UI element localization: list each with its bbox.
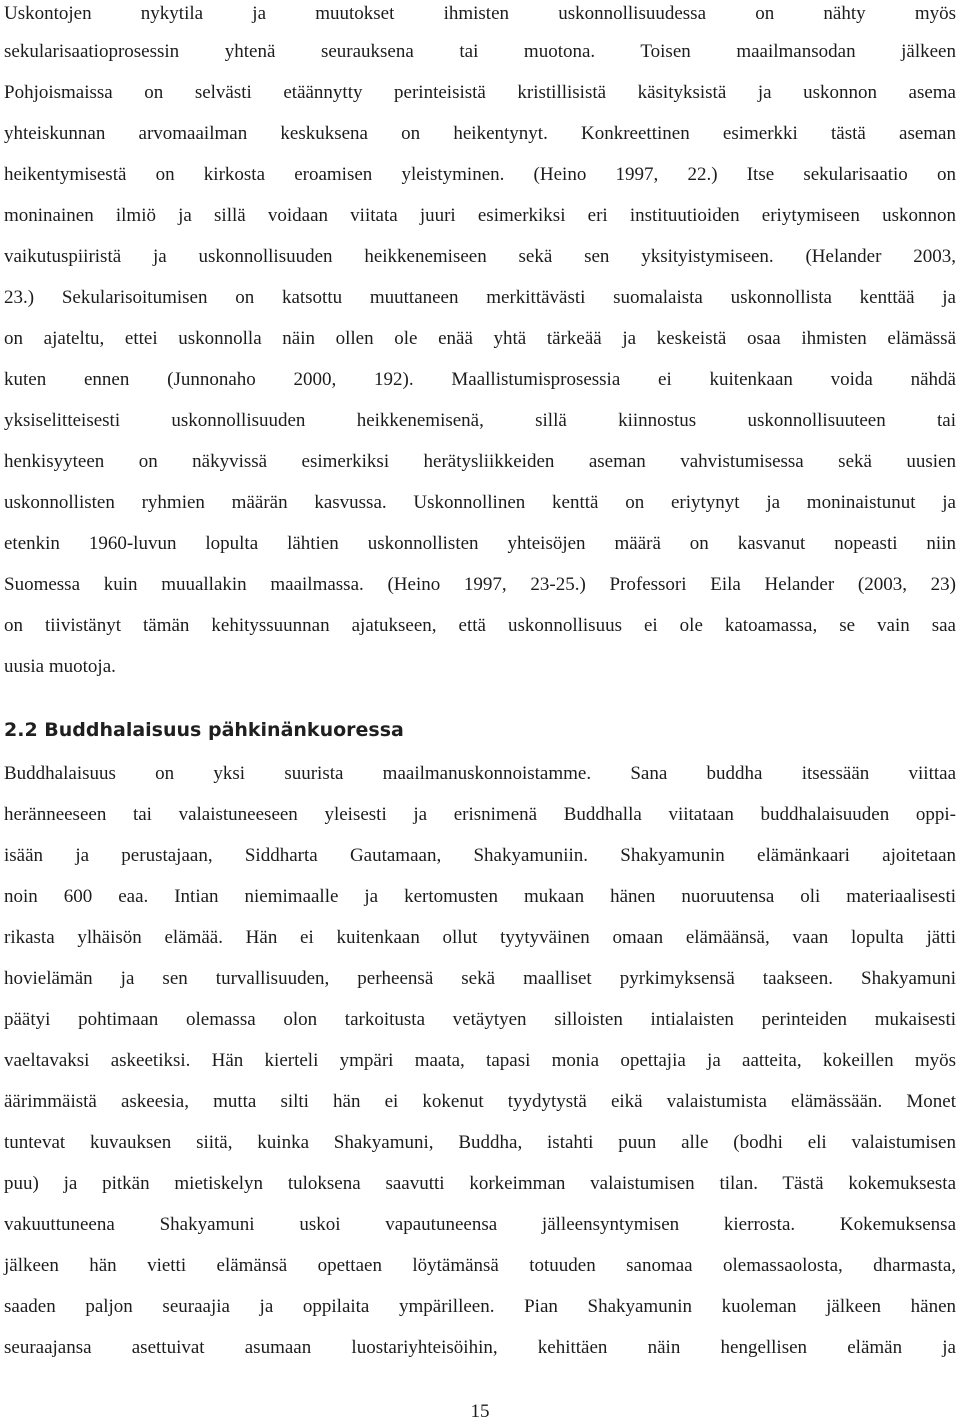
text-line: vakuuttuneena Shakyamuni uskoi vapautuneensa jälleensyntymisen kierrosta. Kokemuksensa <box>4 1214 956 1235</box>
section-heading: 2.2 Buddhalaisuus pähkinänkuoressa <box>4 719 404 741</box>
text-line: yhteiskunnan arvomaailman keskuksena on heikentynyt. Konkreettinen esimerkki tästä aseman <box>4 123 956 144</box>
text-line: sekularisaatioprosessin yhtenä seurauksena tai muotona. Toisen maailmansodan jälkeen <box>4 41 956 62</box>
text-line: etenkin 1960-luvun lopulta lähtien uskonnollisten yhteisöjen määrä on kasvanut nopeasti niin <box>4 533 956 554</box>
text-line: on ajateltu, ettei uskonnolla näin ollen ole enää yhtä tärkeää ja keskeistä osaa ihmisten elämässä <box>4 328 956 349</box>
text-line: vaeltavaksi askeetiksi. Hän kierteli ympäri maata, tapasi monia opettajia ja aatteita, kokeillen myös <box>4 1050 956 1071</box>
text-line: henkisyyteen on näkyvissä esimerkiksi herätysliikkeiden aseman vahvistumisessa sekä uusien <box>4 451 956 472</box>
text-line: moninainen ilmiö ja sillä voidaan viitata juuri esimerkiksi eri instituutioiden eriytymiseen uskonnon <box>4 205 956 226</box>
text-line: kuten ennen (Junnonaho 2000, 192). Maallistumisprosessia ei kuitenkaan voida nähdä <box>4 369 956 390</box>
text-line: Uskontojen nykytila ja muutokset ihmisten uskonnollisuudessa on nähty myös <box>4 3 956 24</box>
text-line: uusia muotoja. <box>4 656 116 677</box>
text-line: Buddhalaisuus on yksi suurista maailmanuskonnoistamme. Sana buddha itsessään viittaa <box>4 763 956 784</box>
text-line: rikasta ylhäisön elämää. Hän ei kuitenkaan ollut tyytyväinen omaan elämäänsä, vaan lopulta jätti <box>4 927 956 948</box>
page-number: 15 <box>470 1401 490 1422</box>
text-line: heränneeseen tai valaistuneeseen yleisesti ja erisnimenä Buddhalla viitataan buddhalaisuuden oppi- <box>4 804 956 825</box>
text-line: jälkeen hän vietti elämänsä opettaen löytämänsä totuuden sanomaa olemassaolosta, dharmasta, <box>4 1255 956 1276</box>
text-line: tuntevat kuvauksen siitä, kuinka Shakyamuni, Buddha, istahti puun alle (bodhi eli valaistumisen <box>4 1132 956 1153</box>
text-line: 23.) Sekularisoitumisen on katsottu muuttaneen merkittävästi suomalaista uskonnollista kenttää ja <box>4 287 956 308</box>
text-line: äärimmäistä askeesia, mutta silti hän ei kokenut tyydytystä eikä valaistumista elämässään. Monet <box>4 1091 956 1112</box>
text-line: Pohjoismaissa on selvästi etäännytty perinteisistä kristillisistä käsityksistä ja uskonnon asema <box>4 82 956 103</box>
text-line: on tiivistänyt tämän kehityssuunnan ajatukseen, että uskonnollisuus ei ole katoamassa, se vain saa <box>4 615 956 636</box>
text-line: Suomessa kuin muuallakin maailmassa. (Heino 1997, 23-25.) Professori Eila Helander (2003, 23) <box>4 574 956 595</box>
text-line: vaikutuspiiristä ja uskonnollisuuden heikkenemiseen sekä sen yksityistymiseen. (Helander 2003, <box>4 246 956 267</box>
text-line: saaden paljon seuraajia ja oppilaita ympärilleen. Pian Shakyamunin kuoleman jälkeen hänen <box>4 1296 956 1317</box>
text-line: heikentymisestä on kirkosta eroamisen yleistyminen. (Heino 1997, 22.) Itse sekularisaatio on <box>4 164 956 185</box>
text-line: isään ja perustajaan, Siddharta Gautamaan, Shakyamuniin. Shakyamunin elämänkaari ajoitetaan <box>4 845 956 866</box>
text-line: puu) ja pitkän mietiskelyn tuloksena saavutti korkeimman valaistumisen tilan. Tästä kokemuksesta <box>4 1173 956 1194</box>
text-line: uskonnollisten ryhmien määrän kasvussa. Uskonnollinen kenttä on eriytynyt ja moninaistunut ja <box>4 492 956 513</box>
text-line: noin 600 eaa. Intian niemimaalle ja kertomusten mukaan hänen nuoruutensa oli materiaalisesti <box>4 886 956 907</box>
text-line: seuraajansa asettuivat asumaan luostariyhteisöihin, kehittäen näin hengellisen elämän ja <box>4 1337 956 1358</box>
text-line: päätyi pohtimaan olemassa olon tarkoitusta vetäytyen silloisten intialaisten perinteiden mukaisesti <box>4 1009 956 1030</box>
text-line: hovielämän ja sen turvallisuuden, perheensä sekä maalliset pyrkimyksensä taakseen. Shakyamuni <box>4 968 956 989</box>
text-line: yksiselitteisesti uskonnollisuuden heikkenemisenä, sillä kiinnostus uskonnollisuuteen tai <box>4 410 956 431</box>
